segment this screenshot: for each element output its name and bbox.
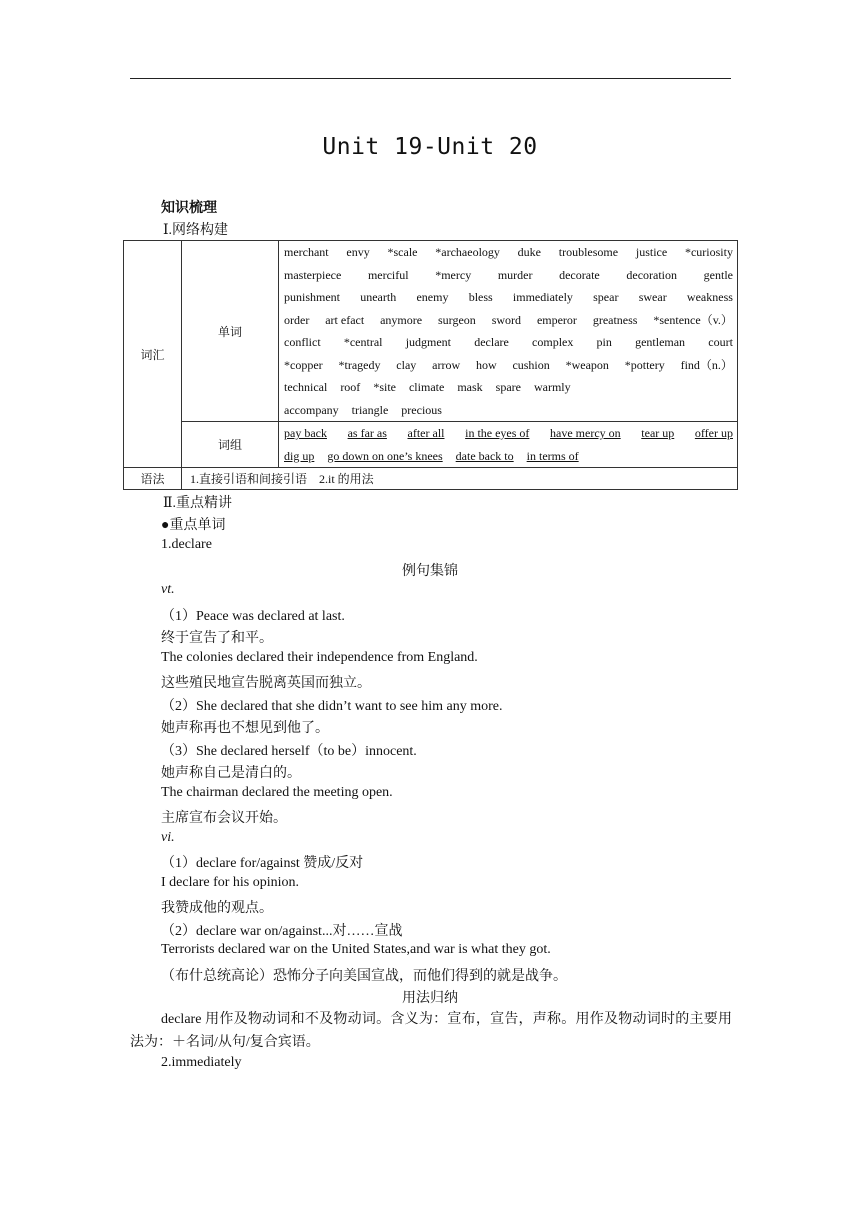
key-words-heading: ●重点单词	[161, 518, 226, 533]
phrase-item: offer up	[694, 426, 733, 440]
word-line	[284, 264, 733, 287]
phrase-item: have mercy on	[550, 426, 621, 440]
word-line	[284, 241, 733, 264]
word-item: duke	[517, 245, 541, 259]
phrase-item: pay back	[284, 426, 327, 440]
word-item: order	[284, 312, 310, 327]
example-line: Terrorists declared war on the United States,and war is what they got.	[161, 942, 551, 957]
word-item: unearth	[360, 290, 397, 304]
phrase-item: in the eyes of	[465, 426, 530, 440]
word-item: *tragedy	[338, 357, 381, 372]
phrase-item: go down on one’s knees	[327, 448, 443, 463]
example-line: 这些殖民地宣告脱离英国而独立。	[161, 676, 371, 691]
example-line: （1）declare for/against 赞成/反对	[161, 856, 364, 871]
phrase-item: after all	[407, 426, 445, 440]
word-item: greatness	[592, 312, 638, 327]
word-item: merchant	[284, 245, 329, 259]
examples-heading: 例句集锦	[402, 564, 458, 579]
word-item: warmly	[533, 380, 571, 394]
phrase-list	[284, 422, 733, 467]
word-item: gentleman	[635, 335, 686, 349]
word-line	[284, 309, 733, 332]
word-item: technical	[284, 380, 328, 394]
example-line: （2）She declared that she didn’t want to see him any more.	[161, 699, 503, 714]
word-item: immediately	[512, 290, 573, 304]
word-item: clay	[396, 357, 417, 372]
grammar-cell	[182, 468, 738, 490]
word-item: declare	[474, 335, 509, 349]
grammar-label: 语法	[140, 472, 165, 486]
vocab-label: 词汇	[140, 347, 165, 362]
phrase-item: in terms of	[526, 448, 579, 463]
item-declare: 1.declare	[161, 537, 212, 552]
phrase-line	[284, 422, 733, 445]
word-item: court	[708, 335, 733, 349]
word-item: envy	[346, 245, 370, 259]
example-line: 她声称再也不想见到他了。	[161, 721, 329, 736]
phrase-item: as far as	[347, 426, 387, 440]
example-line: I declare for his opinion.	[161, 875, 300, 890]
phrase-item: dig up	[284, 448, 315, 463]
phrase-item: date back to	[455, 448, 514, 463]
word-item: accompany	[284, 402, 339, 417]
word-item: *mercy	[435, 267, 472, 282]
word-item: precious	[401, 402, 442, 417]
word-list	[284, 241, 733, 421]
example-line: （布什总统高论）恐怖分子向美国宣战，而他们得到的就是战争。	[161, 969, 567, 984]
example-line: 终于宣告了和平。	[161, 631, 273, 646]
word-item: art efact	[325, 312, 365, 327]
example-line: 她声称自己是清白的。	[161, 766, 301, 781]
word-item: *pottery	[624, 357, 665, 372]
word-item: troublesome	[558, 245, 619, 259]
word-item: decoration	[626, 267, 678, 282]
word-item: triangle	[351, 402, 389, 417]
word-item: surgeon	[438, 312, 476, 327]
word-item: pin	[596, 335, 612, 349]
word-line	[284, 286, 733, 309]
phrase-line	[284, 445, 733, 468]
word-item: climate	[408, 380, 445, 394]
word-item: anymore	[380, 312, 423, 327]
example-line: 主席宣布会议开始。	[161, 811, 287, 826]
word-item: *curiosity	[684, 245, 733, 259]
example-line: （2）declare war on/against...对……宣战	[161, 924, 403, 939]
word-item: murder	[497, 267, 533, 282]
word-item: *central	[343, 335, 383, 349]
word-item: merciful	[367, 267, 409, 282]
word-item: how	[475, 357, 497, 372]
word-item: *copper	[284, 357, 323, 372]
item-immediately: 2.immediately	[161, 1055, 242, 1070]
usage-heading: 用法归纳	[402, 991, 458, 1006]
phrases-cell	[279, 422, 738, 468]
word-item: *archaeology	[435, 245, 500, 259]
word-item: swear	[638, 290, 667, 304]
word-item: *site	[373, 380, 396, 394]
words-cell	[279, 241, 738, 422]
network-subheading: Ⅰ.网络构建	[163, 223, 229, 238]
key-subheading: Ⅱ.重点精讲	[163, 496, 233, 511]
word-item: bless	[468, 290, 493, 304]
words-label: 单词	[217, 324, 242, 339]
word-item: *sentence（v.）	[653, 312, 733, 327]
word-item: spear	[593, 290, 619, 304]
word-item: sword	[491, 312, 522, 327]
word-item: *weapon	[565, 357, 609, 372]
word-item: decorate	[559, 267, 600, 282]
example-line: 我赞成他的观点。	[161, 901, 273, 916]
words-label-cell	[182, 241, 279, 422]
grammar-label-cell	[124, 468, 182, 490]
vocabulary-table	[123, 240, 738, 490]
word-item: find（n.）	[680, 357, 733, 372]
example-line: The chairman declared the meeting open.	[161, 785, 393, 800]
grammar-text: 1.直接引语和间接引语 2.it 的用法	[190, 472, 374, 486]
word-item: emperor	[536, 312, 577, 327]
word-item: spare	[495, 380, 521, 394]
word-item: mask	[457, 380, 483, 394]
vocab-label-cell	[124, 241, 182, 468]
example-line: The colonies declared their independence from England.	[161, 650, 478, 665]
pos-vt: vt.	[161, 582, 175, 597]
example-line: （1）Peace was declared at last.	[161, 609, 345, 624]
word-item: gentle	[703, 267, 733, 282]
header-rule	[130, 78, 731, 79]
word-item: masterpiece	[284, 267, 342, 282]
word-item: justice	[635, 245, 668, 259]
section-heading: 知识梳理	[161, 201, 217, 216]
word-item: arrow	[432, 357, 461, 372]
word-item: weakness	[686, 290, 733, 304]
phrases-label: 词组	[217, 438, 242, 452]
phrase-item: tear up	[641, 426, 675, 440]
pos-vi: vi.	[161, 830, 175, 845]
word-item: punishment	[284, 290, 340, 304]
word-item: complex	[532, 335, 574, 349]
word-line	[284, 399, 733, 422]
word-line	[284, 354, 733, 377]
word-item: conflict	[284, 335, 321, 349]
phrases-label-cell	[182, 422, 279, 468]
word-item: enemy	[416, 290, 449, 304]
word-line	[284, 376, 733, 399]
word-item: judgment	[405, 335, 452, 349]
usage-paragraph: declare 用作及物动词和不及物动词。含义为：宣布，宣告，声称。用作及物动词时的主要用法为：＋名词/从句/复合宾语。	[130, 1012, 732, 1050]
word-line	[284, 331, 733, 354]
example-line: （3）She declared herself（to be）innocent.	[161, 744, 417, 759]
word-item: cushion	[512, 357, 550, 372]
page-title: Unit 19-Unit 20	[322, 134, 538, 160]
word-item: *scale	[387, 245, 418, 259]
word-item: roof	[340, 380, 361, 394]
